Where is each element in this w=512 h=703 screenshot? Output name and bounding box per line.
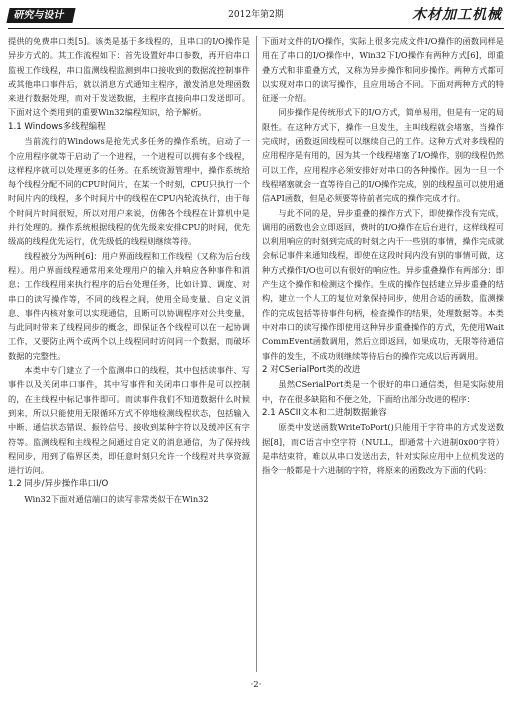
- paragraph: 虽然CSerialPort类是一个很好的串口通信类，但是实际使用中，存在很多缺陷和不便之处，下面给出部分改进的程序：: [262, 379, 504, 404]
- right-column: [262, 34, 504, 674]
- section-heading: 1.2 同步/异步操作串口I/O: [8, 479, 109, 490]
- paragraph: 同步操作是传统形式下的I/O方式，简单易用，但是有一定的局限性。在这种方式下，操作一旦发生，主叫线程就会堵塞，当操作完成时，函数返回线程可以继续自己的工作。这种方式对多线程的应用程序是有用的，因为其一个线程堵塞了I/O操作，别的线程仍然可以工作，应用程序必须安排好对串口的各种操作。因为一旦一个线程堵塞就会一直等待自己的I/O操作完成，别的线程虽可以使用通信API函数，但是必须要等待前者完成的操作完成才行。: [262, 107, 504, 204]
- section-heading: 2.1 ASCII文本和二进制数据兼容: [262, 407, 387, 418]
- paragraph: 当前流行的Windows是抢先式多任务的操作系统，启动了一个应用程序就等于启动了一个进程，一个进程可以拥有多个线程，这样程序就可以处理更多的任务。在系统资源管理中，操作系统给每个线程分配不同的CPU时间片，在某一个时刻，CPU只执行一个时间片内的线程，多个时间片中的线程在CPU内轮流执行，由于每个时间片时间很短，所以对用户来说，仿佛各个线程在计算机中是并行处理的。操作系统根据线程的优先级来安排CPU的时间，优先级高的线程优先运行，优先级低的线程则继续等待。: [8, 136, 250, 247]
- page-number: ·2·: [250, 680, 262, 690]
- issue-label: 2012年第2期: [228, 10, 284, 20]
- paragraph: 本类中专门建立了一个监测串口的线程，其中包括读事件、写事件以及关闭串口事件，其中写事件和关闭串口事件是可以控制的，在主线程中标记事件即可。而读事件我们不知道数据什么时候到来，所以只能使用无限循环方式不停地检测线程状态，包括输入中断、通信状态错误、振铃信号、接收到某种字符以及缓冲区有字符等。监测线程和主线程之间通过自定义的消息通信，为了保持线程同步，用到了临界区类，即任意时刻只允许一个线程对共享资源进行访问。: [8, 365, 250, 476]
- column-divider: [256, 36, 257, 672]
- section-heading: 2 对CSerialPort类的改进: [262, 364, 361, 375]
- paragraph: 下面对文件的I/O操作，实际上很多完成文件I/O操作的函数同样是用在了串口的I/O操作中，Win32下I/O操作有两种方式[6]，即重叠方式和非重叠方式，又称为异步操作和同步操作。两种方式都可以实现对串口的读写操作，且应用场合不同。下面对两种方式的特征逐一介绍。: [262, 36, 504, 104]
- paragraph: 原类中发送函数WriteToPort()只能用于字符串的方式发送数据[8]，而C语言中空字符（NULL，即通常十六进制0x00字符）是串结束符，难以从串口发送出去，针对实际应用中上位机发送的指令一般都是十六进制的字符，将原来的函数改为下面的代码：: [262, 422, 504, 476]
- paragraph: 与此不同的是，异步重叠的操作方式下，即使操作没有完成，调用的函数也会立即返回，费时的I/O操作在后台进行，这样线程可以利用响应的时刻到完成的时刻之内干一些别的事情，操作完成就会标记事件来通知线程，即使在这段时间内没有别的事情可做，这种方式操作I/O也可以有很好的响应性。异步重叠操作有两部分：即产生这个操作和检测这个操作。生成的操作包括建立异步重叠的结构，建立一个人工的复位对象保持同步，使用合适的函数，监测操作的完成包括等待事件句柄，检查操作的结果，处理数据等。本类中对串口的读写操作即使用这种异步重叠操作的方式，先使用WaitCommEvent函数调用，然后立即返回，如果成功，无限等待通信事件的发生，不成功则继续等待后台的操作完成以后再调用。: [262, 207, 504, 361]
- page-header: [8, 6, 504, 28]
- left-column: [8, 34, 250, 674]
- header-rule: [8, 28, 504, 29]
- section-tag: 研究与设计: [6, 8, 75, 23]
- section-heading: 1.1 Windows多线程编程: [8, 121, 106, 132]
- journal-title: 木材加工机械: [412, 7, 502, 23]
- paragraph: 提供的免费串口类[5]。该类是基于多线程的，且串口的I/O操作是异步方式的。其工作流程如下：首先设置好串口参数，再开启串口监视工作线程，串口监测线程监测到串口接收到的数据流控制事件或其他串口事件后，就以消息方式通知主程序，激发消息处理函数来进行数据处理，而对于发送数据，主程序直接向串口发送即可。下面对这个类用到的重要Win32编程知识，给予解析。: [8, 36, 250, 118]
- paragraph: Win32下面对通信端口的读写非常类似于在Win32: [24, 493, 209, 504]
- paragraph: 线程被分为两种[6]：用户界面线程和工作线程（又称为后台线程）。用户界面线程通常用来处理用户的输入并响应各种事件和消息；工作线程用来执行程序的后台处理任务，比如计算、调度、对串口的读写操作等，不同的线程之间，使用全局变量、自定义消息、事件内核对象可以实现通信，且断可以协调程序对公共变量，与此同时带来了线程同步的概念，即保证各个线程可以在一起协调工作，又要防止两个或两个以上线程同时访问同一个数据，而破坏数据的完整性。: [8, 250, 250, 361]
